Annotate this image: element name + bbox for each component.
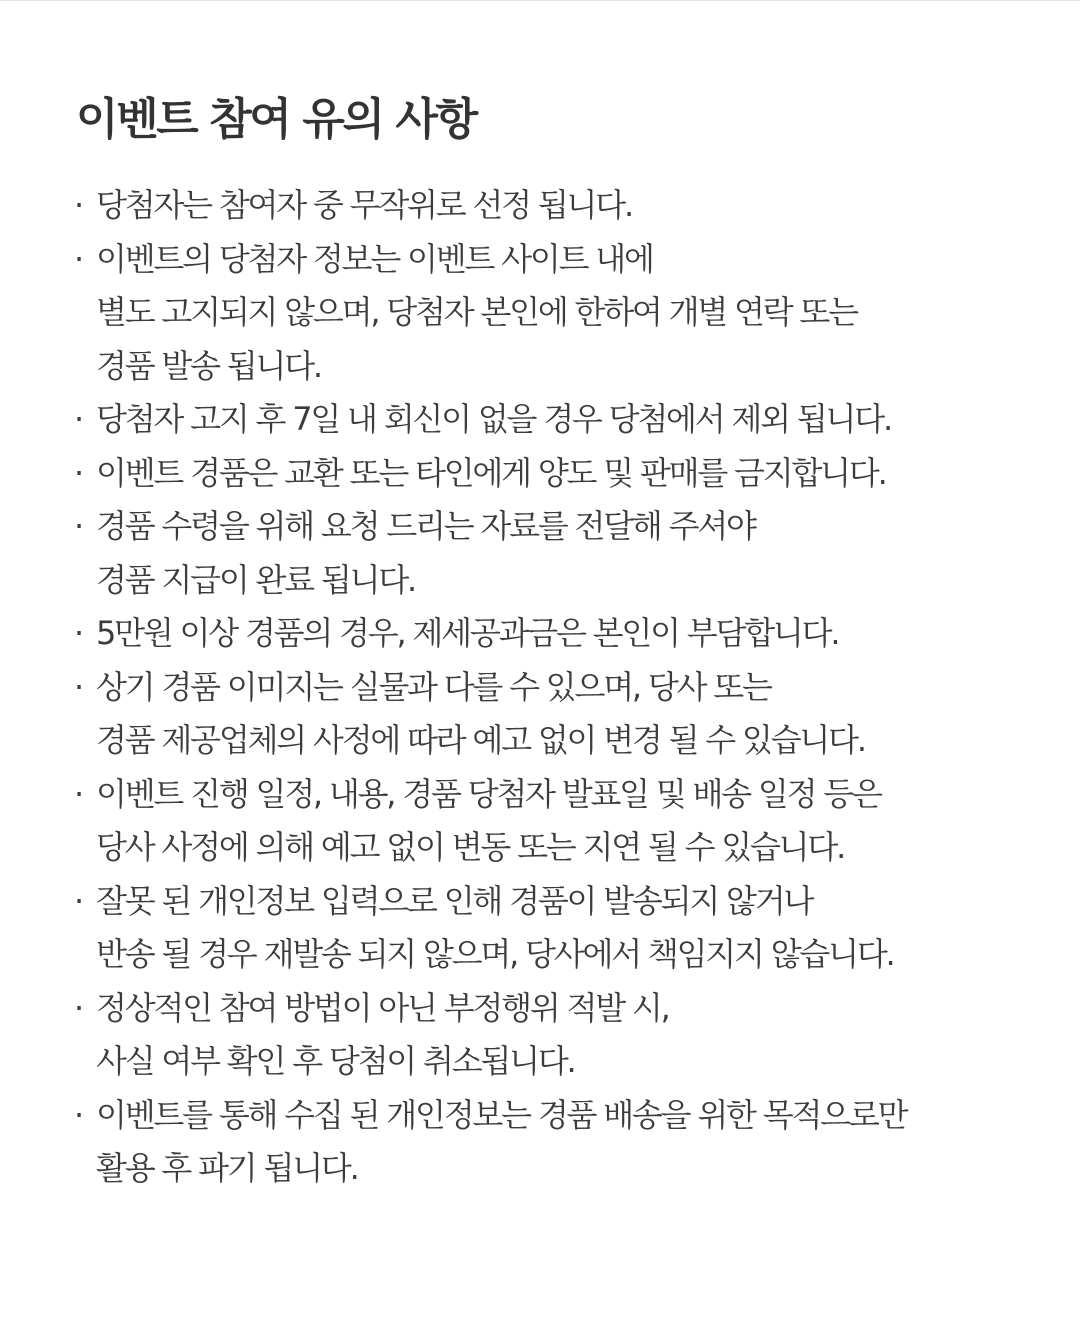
notice-line: 이벤트 진행 일정, 내용, 경품 당첨자 발표일 및 배송 일정 등은 bbox=[96, 774, 881, 813]
notice-item bbox=[74, 500, 906, 607]
bullet-marker: · bbox=[74, 614, 82, 652]
notice-item bbox=[74, 447, 906, 501]
notice-line: 정상적인 참여 방법이 아닌 부정행위 적발 시, bbox=[96, 988, 669, 1027]
bullet-marker: · bbox=[74, 988, 82, 1027]
bullet-marker: · bbox=[74, 400, 82, 438]
notice-line: 활용 후 파기 됩니다. bbox=[96, 1149, 358, 1187]
notice-line: 이벤트 경품은 교환 또는 타인에게 양도 및 판매를 금지합니다. bbox=[96, 453, 886, 492]
notice-line: 당사 사정에 의해 예고 없이 변동 또는 지연 될 수 있습니다. bbox=[96, 828, 845, 866]
bullet-marker: · bbox=[74, 186, 82, 224]
bullet-marker: · bbox=[74, 507, 82, 545]
notice-item bbox=[74, 982, 906, 1089]
notice-title: 이벤트 참여 유의 사항 bbox=[76, 94, 476, 145]
notice-list bbox=[74, 179, 906, 1196]
notice-item bbox=[74, 233, 906, 394]
notice-item bbox=[74, 1089, 906, 1196]
notice-line: 경품 지급이 완료 됩니다. bbox=[96, 560, 416, 599]
notice-item bbox=[74, 661, 906, 768]
notice-line: 경품 제공업체의 사정에 따라 예고 없이 변경 될 수 있습니다. bbox=[96, 721, 865, 759]
notice-line: 이벤트의 당첨자 정보는 이벤트 사이트 내에 bbox=[96, 239, 653, 278]
bullet-marker: · bbox=[74, 774, 82, 813]
notice-line: 경품 발송 됩니다. bbox=[96, 346, 321, 385]
notice-item bbox=[74, 768, 906, 875]
notice-line: 별도 고지되지 않으며, 당첨자 본인에 한하여 개별 연락 또는 bbox=[96, 293, 857, 331]
notice-line: 잘못 된 개인정보 입력으로 인해 경품이 발송되지 않거나 bbox=[96, 881, 813, 920]
notice-line: 반송 될 경우 재발송 되지 않으며, 당사에서 책임지지 않습니다. bbox=[96, 935, 894, 973]
notice-line: 5만원 이상 경품의 경우, 제세공과금은 본인이 부담합니다. bbox=[96, 614, 839, 652]
notice-line: 이벤트를 통해 수집 된 개인정보는 경품 배송을 위한 목적으로만 bbox=[96, 1095, 907, 1134]
bullet-marker: · bbox=[74, 239, 82, 278]
notice-line: 상기 경품 이미지는 실물과 다를 수 있으며, 당사 또는 bbox=[96, 667, 771, 706]
notice-line: 당첨자는 참여자 중 무작위로 선정 됩니다. bbox=[96, 186, 632, 224]
notice-item bbox=[74, 607, 906, 661]
notice-item bbox=[74, 179, 906, 233]
bullet-marker: · bbox=[74, 1095, 82, 1134]
notice-line: 당첨자 고지 후 7일 내 회신이 없을 경우 당첨에서 제외 됩니다. bbox=[96, 400, 891, 438]
notice-item bbox=[74, 875, 906, 982]
bullet-marker: · bbox=[74, 667, 82, 706]
notice-item bbox=[74, 393, 906, 447]
notice-line: 경품 수령을 위해 요청 드리는 자료를 전달해 주셔야 bbox=[96, 507, 755, 545]
bullet-marker: · bbox=[74, 881, 82, 920]
bullet-marker: · bbox=[74, 453, 82, 492]
notice-line: 사실 여부 확인 후 당첨이 취소됩니다. bbox=[96, 1042, 575, 1080]
